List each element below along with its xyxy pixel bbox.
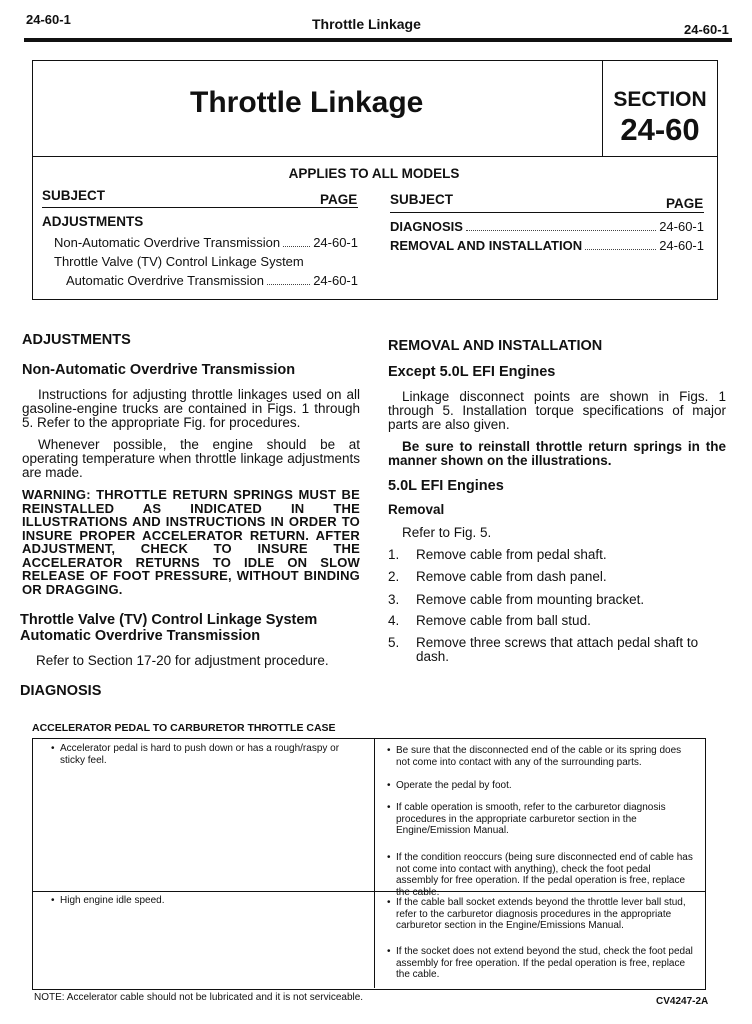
action-cell: • If the cable ball socket extends beyond the throttle lever ball stud, refer to the carburetor diagnosis procedures in the appropriate carburetor section in the Engine/Emissions Manual.	[387, 897, 686, 931]
toc-left-item[interactable]: Automatic Overdrive Transmission 24-60-1	[66, 273, 358, 288]
condition-cell: • High engine idle speed.	[51, 895, 165, 906]
step-text: Remove cable from dash panel.	[416, 569, 607, 584]
toc-rule-right	[390, 212, 704, 213]
step-number: 3.	[388, 592, 400, 607]
removal-subheading: Removal	[388, 502, 445, 517]
section-number: 24-60	[620, 112, 700, 147]
title-box-divider	[32, 156, 717, 157]
removal-heading: REMOVAL AND INSTALLATION	[388, 338, 603, 354]
header-rule	[24, 38, 732, 42]
table-title: ACCELERATOR PEDAL TO CARBURETOR THROTTLE CASE	[32, 722, 336, 734]
action-cell: • If the socket does not extend beyond the stud, check the foot pedal assembly for free operation. If the pedal operation is free, replace the cable.	[387, 946, 693, 980]
step-text: Remove three screws that attach pedal shaft to dash.	[416, 635, 699, 664]
nonauto-heading: Non-Automatic Overdrive Transmission	[22, 362, 296, 378]
tv-heading: Automatic Overdrive Transmission	[20, 628, 261, 644]
figure-code: CV4247-2A	[656, 996, 709, 1007]
toc-subject-label-left: SUBJECT	[42, 188, 106, 203]
toc-page-label-left: PAGE	[320, 192, 358, 207]
efi-heading: 5.0L EFI Engines	[388, 478, 504, 494]
action-cell: • If the condition reoccurs (being sure disconnected end of cable has not come into contact with anything), check the foot pedal assembly for free operation. If the pedal operation is free, replace the cable.	[387, 852, 693, 898]
toc-left-item: ADJUSTMENTS	[42, 214, 144, 229]
applies-to: APPLIES TO ALL MODELS	[288, 166, 460, 181]
step-text: Remove cable from mounting bracket.	[416, 592, 645, 607]
bold-note: Be sure to reinstall throttle return springs in the manner shown on the illustrations.	[388, 439, 726, 468]
toc-subject-label-right: SUBJECT	[390, 192, 454, 207]
paragraph: Instructions for adjusting throttle linkages used on all gasoline-engine trucks are contained in Figs. 1 through 5. Refer to the appropriate Fig. for procedures.	[22, 387, 360, 430]
toc-right-item[interactable]: REMOVAL AND INSTALLATION 24-60-1	[390, 238, 704, 253]
section-divider	[602, 60, 603, 156]
section-label: SECTION	[613, 88, 707, 111]
condition-cell: • Accelerator pedal is hard to push down or has a rough/raspy or sticky feel.	[51, 743, 340, 766]
page-number-right: 24-60-1	[684, 22, 729, 37]
except-heading: Except 5.0L EFI Engines	[388, 364, 556, 380]
step-text: Remove cable from ball stud.	[416, 613, 591, 628]
toc-left-item[interactable]: Non-Automatic Overdrive Transmission 24-60-1	[54, 235, 358, 250]
table-col-divider	[374, 738, 375, 988]
paragraph: Linkage disconnect points are shown in Figs. 1 through 5. Installation torque specifications of major parts are also given.	[388, 389, 726, 432]
document-title: Throttle Linkage	[190, 86, 424, 119]
diagnosis-heading: DIAGNOSIS	[20, 683, 102, 699]
step-number: 5.	[388, 635, 400, 650]
paragraph: Whenever possible, the engine should be at operating temperature when throttle linkage adjustments are made.	[22, 437, 360, 480]
action-cell: • Operate the pedal by foot.	[387, 780, 512, 791]
running-title: Throttle Linkage	[312, 16, 421, 32]
refer-text: Refer to Fig. 5.	[402, 525, 492, 540]
paragraph: Refer to Section 17-20 for adjustment procedure.	[36, 653, 329, 668]
toc-right-item[interactable]: DIAGNOSIS 24-60-1	[390, 219, 704, 234]
action-cell: • Be sure that the disconnected end of the cable or its spring does not come into contact with any of the surrounding parts.	[387, 745, 682, 768]
action-cell: • If cable operation is smooth, refer to the carburetor diagnosis procedures in the appropriate carburetor section in the Engine/Emission Manual.	[387, 802, 666, 836]
step-text: Remove cable from pedal shaft.	[416, 547, 607, 562]
table-note: NOTE: Accelerator cable should not be lubricated and it is not serviceable.	[34, 992, 364, 1003]
page-number-left: 24-60-1	[26, 12, 71, 27]
step-number: 2.	[388, 569, 400, 584]
toc-left-item: Throttle Valve (TV) Control Linkage System	[54, 254, 304, 269]
step-number: 1.	[388, 547, 400, 562]
toc-page-label-right: PAGE	[666, 196, 704, 211]
tv-heading: Throttle Valve (TV) Control Linkage System	[20, 612, 318, 628]
warning-text: WARNING: THROTTLE RETURN SPRINGS MUST BE REINSTALLED AS INDICATED IN THE ILLUSTRATIONS AND INSTRUCTIONS IN ORDER TO INSURE PROPER ACCELERATOR RETURN. AFTER ADJUSTMENT, CHECK TO INSURE THE ACCELERATOR RETURNS TO IDLE ON SLOW RELEASE OF FOOT PRESSURE, WITHOUT BINDING OR DRAGGING.	[22, 487, 360, 597]
adjustments-heading: ADJUSTMENTS	[22, 332, 131, 348]
toc-rule-left	[42, 207, 358, 208]
step-number: 4.	[388, 613, 400, 628]
